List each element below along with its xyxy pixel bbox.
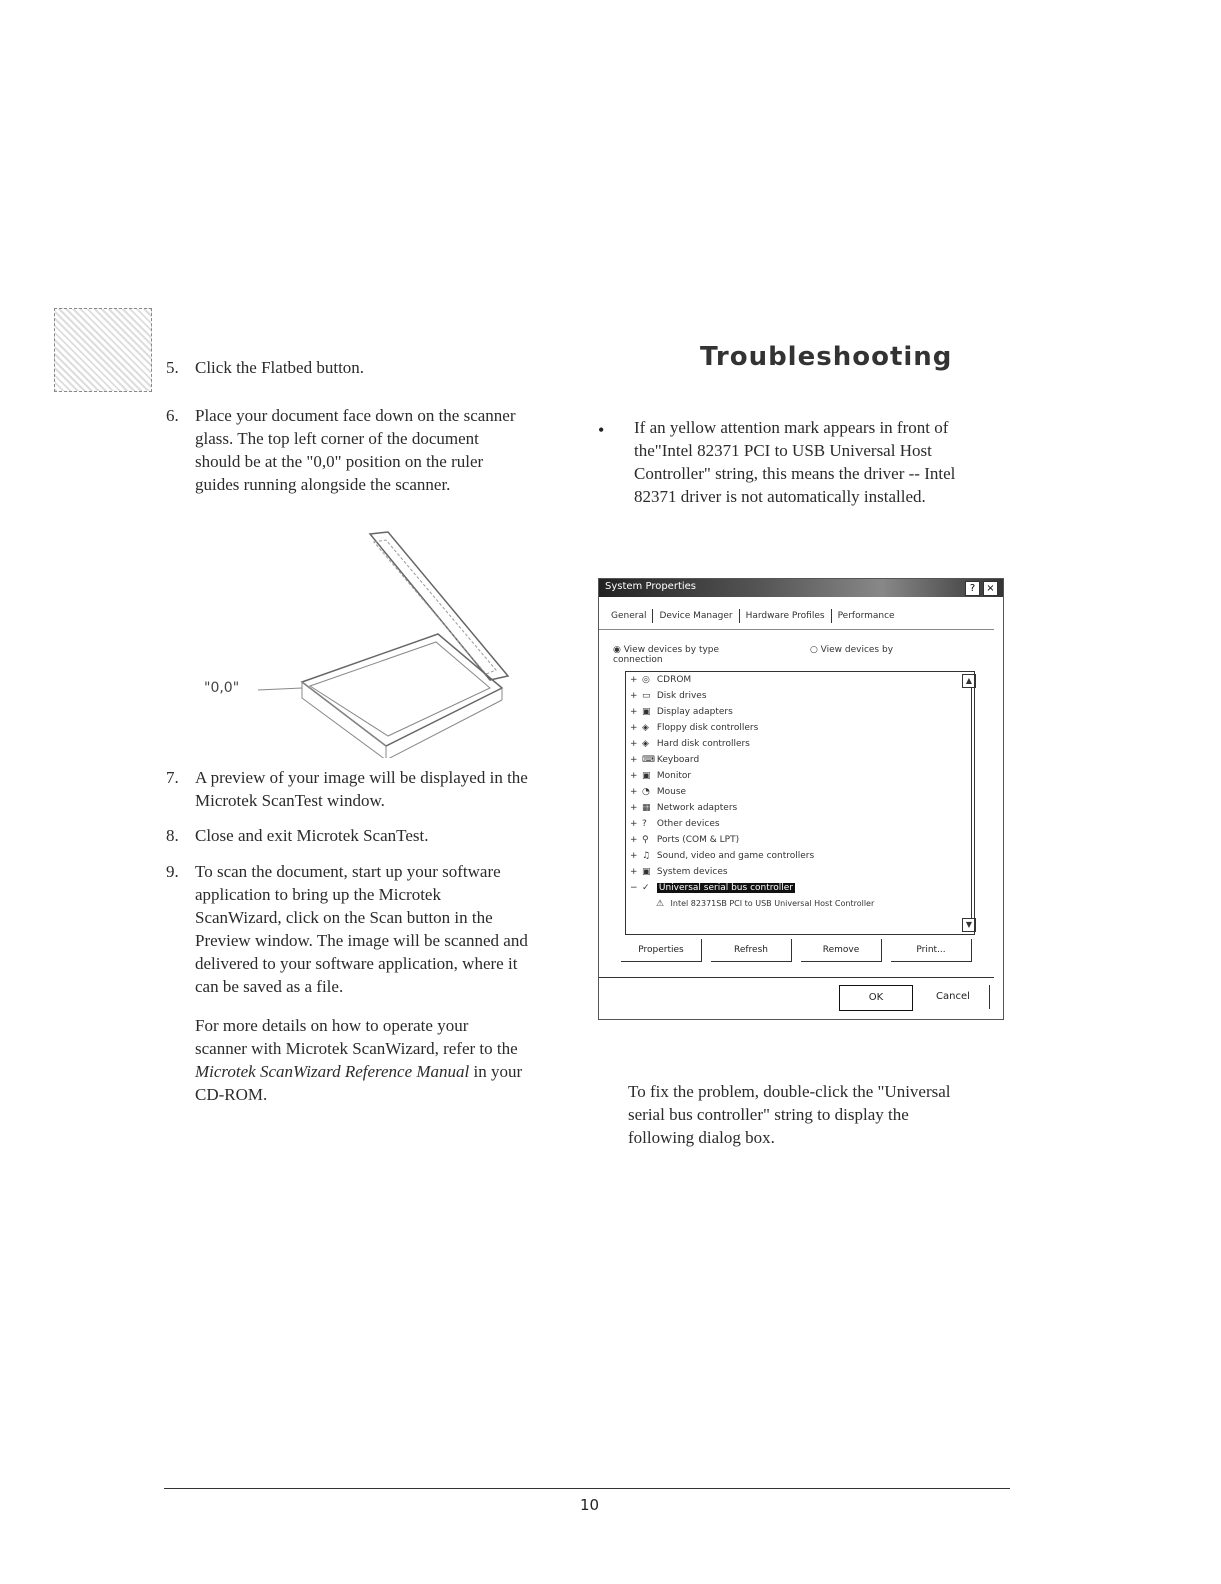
manual-title: Microtek ScanWizard Reference Manual bbox=[195, 1062, 470, 1081]
step-line: Place your document face down on the scanner bbox=[195, 406, 516, 425]
fix-paragraph bbox=[628, 1080, 951, 1149]
tab-device-manager[interactable]: Device Manager bbox=[652, 609, 738, 623]
tab-general[interactable]: General bbox=[611, 611, 647, 621]
tree-label: System devices bbox=[656, 867, 728, 877]
tree-label: Ports (COM & LPT) bbox=[656, 835, 740, 845]
dialog-divider bbox=[599, 977, 994, 978]
step-line: delivered to your software application, where it bbox=[195, 954, 518, 973]
tree-item-keyboard[interactable]: + ⌨ Keyboard bbox=[630, 752, 699, 768]
step-line: To scan the document, start up your software bbox=[195, 862, 501, 881]
para-line: To fix the problem, double-click the "Universal bbox=[628, 1082, 951, 1101]
scroll-up-button[interactable]: ▲ bbox=[962, 674, 976, 688]
question-icon: ? bbox=[642, 819, 647, 829]
para-line: in your bbox=[469, 1062, 523, 1081]
radio-label: View devices by type bbox=[623, 645, 720, 655]
tree-item-display-adapters[interactable]: + ▣ Display adapters bbox=[630, 704, 733, 720]
print-button[interactable]: Print... bbox=[891, 939, 972, 962]
scrollbar[interactable] bbox=[971, 688, 972, 918]
disk-icon: ▭ bbox=[642, 691, 651, 701]
refresh-button[interactable]: Refresh bbox=[711, 939, 792, 962]
tree-item-floppy[interactable]: + ◈ Floppy disk controllers bbox=[630, 720, 758, 736]
scroll-down-button[interactable]: ▼ bbox=[962, 918, 976, 932]
tree-label: Mouse bbox=[656, 787, 687, 797]
step-line: Microtek ScanTest window. bbox=[195, 791, 385, 810]
bullet-icon: • bbox=[598, 420, 605, 440]
tree-label: Hard disk controllers bbox=[656, 739, 750, 749]
step-line: should be at the "0,0" position on the ruler bbox=[195, 452, 484, 471]
tree-label: Monitor bbox=[656, 771, 692, 781]
step-line: glass. The top left corner of the document bbox=[195, 429, 479, 448]
tree-item-intel-usb[interactable] bbox=[656, 896, 874, 912]
tree-label: Floppy disk controllers bbox=[656, 723, 759, 733]
port-icon: ⚲ bbox=[642, 835, 649, 845]
sound-icon: ♫ bbox=[642, 851, 651, 861]
tab-hardware-profiles[interactable]: Hardware Profiles bbox=[739, 609, 831, 623]
display-icon: ▣ bbox=[642, 707, 651, 717]
tree-label: Disk drives bbox=[656, 691, 707, 701]
keyboard-icon: ⌨ bbox=[642, 755, 655, 765]
tree-label: Network adapters bbox=[656, 803, 738, 813]
step-line: Preview window. The image will be scanned and bbox=[195, 931, 528, 950]
device-tree bbox=[625, 671, 975, 935]
tree-item-monitor[interactable]: + ▣ Monitor bbox=[630, 768, 691, 784]
tree-item-disk-drives[interactable]: + ▭ Disk drives bbox=[630, 688, 707, 704]
help-button[interactable]: ? bbox=[965, 581, 980, 596]
tree-label: Keyboard bbox=[656, 755, 700, 765]
controller-icon: ◈ bbox=[642, 723, 649, 733]
tree-label: Sound, video and game controllers bbox=[656, 851, 815, 861]
system-properties-dialog bbox=[598, 578, 1004, 1020]
tree-label: Intel 82371SB PCI to USB Universal Host Controller bbox=[670, 899, 875, 908]
scanner-illustration bbox=[190, 528, 520, 758]
system-icon: ▣ bbox=[642, 867, 651, 877]
step-line: guides running alongside the scanner. bbox=[195, 475, 451, 494]
tree-label: CDROM bbox=[656, 675, 692, 685]
para-line: following dialog box. bbox=[628, 1128, 775, 1147]
para-line: For more details on how to operate your bbox=[195, 1016, 469, 1035]
section-thumbnail-icon bbox=[54, 308, 152, 392]
step-line: A preview of your image will be displayed in the bbox=[195, 768, 528, 787]
tree-label: Display adapters bbox=[656, 707, 733, 717]
tree-item-system[interactable]: + ▣ System devices bbox=[630, 864, 728, 880]
step-number: 8. bbox=[166, 826, 179, 845]
mouse-icon: ◔ bbox=[642, 787, 650, 797]
step-number: 6. bbox=[166, 406, 179, 425]
para-line: the"Intel 82371 PCI to USB Universal Host bbox=[634, 441, 932, 460]
para-line: If an yellow attention mark appears in front of bbox=[634, 418, 949, 437]
tree-item-other[interactable]: + ? Other devices bbox=[630, 816, 720, 832]
step-text: Close and exit Microtek ScanTest. bbox=[195, 826, 429, 845]
para-line: scanner with Microtek ScanWizard, refer to the bbox=[195, 1039, 518, 1058]
tree-label-selected: Universal serial bus controller bbox=[658, 883, 794, 893]
tree-item-sound[interactable]: + ♫ Sound, video and game controllers bbox=[630, 848, 814, 864]
radio-view-by-type[interactable]: ◉ View devices by type bbox=[613, 645, 720, 655]
radio-label: View devices by connection bbox=[613, 645, 894, 665]
dialog-titlebar bbox=[599, 579, 1003, 597]
tree-item-hard-disk[interactable]: + ◈ Hard disk controllers bbox=[630, 736, 750, 752]
tree-label: Other devices bbox=[656, 819, 720, 829]
tree-item-network[interactable]: + ▦ Network adapters bbox=[630, 800, 737, 816]
more-info-paragraph bbox=[195, 1014, 522, 1106]
remove-button[interactable]: Remove bbox=[801, 939, 882, 962]
para-line: serial bus controller" string to display the bbox=[628, 1105, 909, 1124]
usb-icon: ✓ bbox=[642, 883, 650, 893]
para-line: 82371 driver is not automatically installed. bbox=[634, 487, 926, 506]
tab-performance[interactable]: Performance bbox=[831, 609, 901, 623]
origin-label: "0,0" bbox=[204, 680, 240, 696]
ok-button[interactable]: OK bbox=[839, 985, 913, 1011]
cancel-button[interactable]: Cancel bbox=[917, 985, 990, 1009]
network-icon: ▦ bbox=[642, 803, 651, 813]
step-number: 5. bbox=[166, 358, 179, 377]
step-line: application to bring up the Microtek bbox=[195, 885, 441, 904]
tree-item-mouse[interactable]: + ◔ Mouse bbox=[630, 784, 686, 800]
controller-icon: ◈ bbox=[642, 739, 649, 749]
tree-item-ports[interactable]: + ⚲ Ports (COM & LPT) bbox=[630, 832, 739, 848]
tree-item-usb[interactable]: − ✓ Universal serial bus controller bbox=[630, 880, 795, 896]
tab-divider bbox=[599, 629, 994, 630]
para-line: Controller" string, this means the driver -- Intel bbox=[634, 464, 956, 483]
monitor-icon: ▣ bbox=[642, 771, 651, 781]
para-line: CD-ROM. bbox=[195, 1085, 268, 1104]
view-options bbox=[613, 645, 1003, 665]
step-line: can be saved as a file. bbox=[195, 977, 344, 996]
step-text: Click the Flatbed button. bbox=[195, 358, 365, 377]
close-button[interactable]: × bbox=[983, 581, 998, 596]
step-line: ScanWizard, click on the Scan button in the bbox=[195, 908, 493, 927]
tree-item-cdrom[interactable]: + ◎ CDROM bbox=[630, 672, 691, 688]
footer-rule bbox=[164, 1488, 1010, 1489]
cdrom-icon: ◎ bbox=[642, 675, 650, 685]
radio-view-by-connection[interactable]: ○ View devices by connection bbox=[613, 645, 894, 665]
attention-bullet bbox=[634, 416, 955, 508]
warning-icon: ⚠ bbox=[656, 899, 665, 909]
properties-button[interactable]: Properties bbox=[621, 939, 702, 962]
dialog-tabs bbox=[605, 609, 901, 623]
page-number: 10 bbox=[580, 1496, 600, 1514]
step-number: 9. bbox=[166, 862, 179, 881]
step-number: 7. bbox=[166, 768, 179, 787]
dialog-title: System Properties bbox=[605, 581, 697, 592]
section-heading: Troubleshooting bbox=[700, 342, 953, 372]
